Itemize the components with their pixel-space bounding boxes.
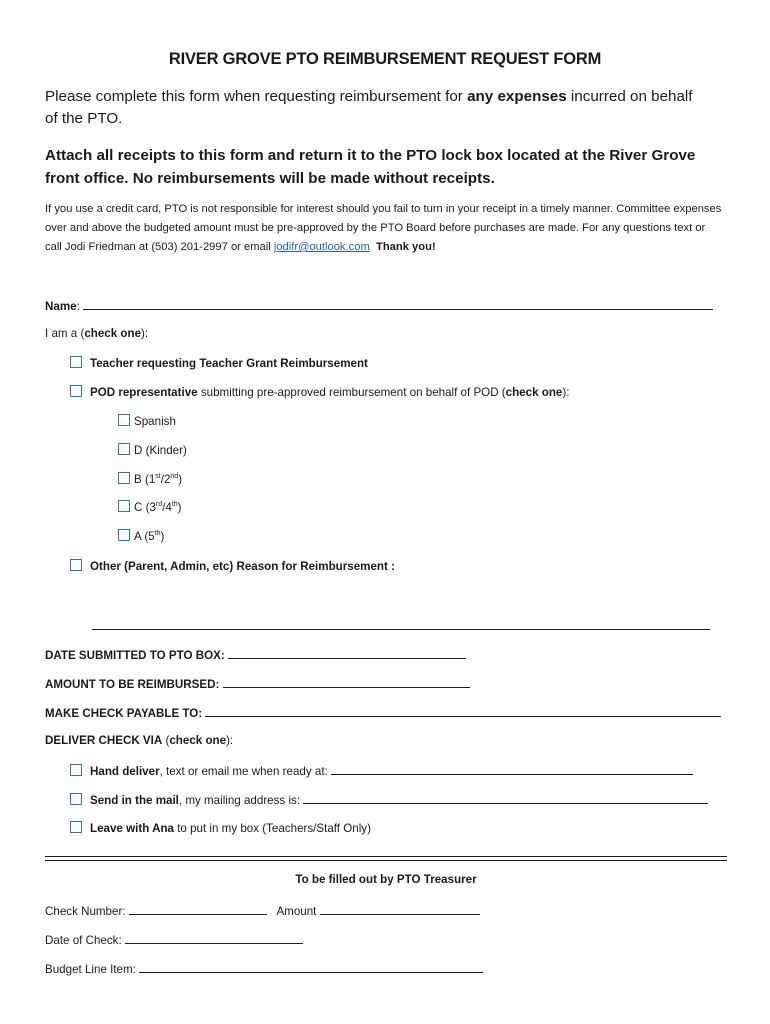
spanish-checkbox[interactable] [118,414,130,426]
pod-check-bold: check one [505,386,563,399]
pod-label-end: ): [562,386,570,399]
ana-bold: Leave with Ana [90,822,174,835]
i-am-prefix: I am a ( [45,327,85,340]
fine-print [45,200,725,257]
amount-label: AMOUNT TO BE REIMBURSED: [45,678,220,691]
ana-rest: to put in my box (Teachers/Staff Only) [173,822,371,835]
treasurer-amount-field[interactable] [320,903,480,915]
c-sup-2: th [171,501,178,509]
i-am-bold: check one [84,327,142,340]
pod-spanish [118,414,176,428]
c-label-mid: /4 [162,501,172,514]
other-checkbox[interactable] [70,559,82,571]
spanish-label: Spanish [134,415,176,428]
deliver-label: DELIVER CHECK VIA [45,734,163,747]
mail-address-field[interactable] [303,792,708,804]
treasurer-amount-label: Amount [276,905,317,918]
budget-line-row [45,961,483,976]
teacher-label: Teacher requesting Teacher Grant Reimbursement [90,357,368,370]
b-checkbox[interactable] [118,472,130,484]
reason-field[interactable] [92,618,710,630]
teacher-checkbox[interactable] [70,356,82,368]
date-of-check-field[interactable] [125,932,303,944]
b-sup-1: st [155,473,161,481]
date-of-check-row [45,932,303,947]
amount-row [45,676,470,691]
budget-line-field[interactable] [139,961,483,973]
option-other [70,559,395,573]
c-label-pre: C (3 [134,501,156,514]
deliver-row: DELIVER CHECK VIA (check one): [45,734,234,747]
pod-label-bold: POD representative [90,386,198,399]
intro-before: Please complete this form when requesting reimbursement for [45,88,468,105]
ana-checkbox[interactable] [70,821,82,833]
c-label-end: ) [177,501,182,514]
pod-checkbox[interactable] [70,385,82,397]
section-divider [45,856,727,861]
hand-deliver-bold: Hand deliver [90,765,160,778]
amount-field[interactable] [223,676,470,688]
mail-rest: , my mailing address is: [178,794,301,807]
check-number-label: Check Number: [45,905,126,918]
i-am-suffix: ): [141,327,149,340]
b-label-end: ) [178,473,183,486]
a-checkbox[interactable] [118,529,130,541]
date-submitted-row [45,647,466,662]
reason-row [92,618,710,633]
treasurer-heading: To be filled out by PTO Treasurer [295,873,477,886]
name-row: Name: [45,298,713,313]
option-pod [70,385,569,399]
hand-deliver-rest: , text or email me when ready at: [159,765,328,778]
b-label-mid: /2 [160,473,171,486]
a-label-pre: A (5 [134,530,155,543]
pod-label-rest: submitting pre-approved reimbursement on behalf of POD ( [197,386,506,399]
attach-notice: Attach all receipts to this form and return it to the PTO lock box located at the River Grove front office. No reimbursements will be made without receipts. [45,147,696,187]
form-title: RIVER GROVE PTO REIMBURSEMENT REQUEST FORM [168,50,602,68]
other-label: Other (Parent, Admin, etc) Reason for Reimbursement : [90,560,395,573]
intro-text [45,86,705,130]
d-label: D (Kinder) [134,444,187,457]
delivery-ana [70,821,371,835]
mail-checkbox[interactable] [70,793,82,805]
email-link[interactable]: jodifr@outlook.com [273,241,370,253]
date-submitted-field[interactable] [228,647,466,659]
hand-deliver-field[interactable] [331,763,693,775]
b-label-pre: B (1 [134,473,156,486]
name-label: Name [45,300,77,313]
payable-row [45,705,721,720]
payable-label: MAKE CHECK PAYABLE TO: [45,707,203,720]
a-sup: th [154,530,161,538]
hand-deliver-checkbox[interactable] [70,764,82,776]
check-number-field[interactable] [129,903,267,915]
intro-bold: any expenses [467,88,567,105]
check-number-row [45,903,480,918]
pod-c [118,500,182,514]
b-sup-2: nd [170,473,179,481]
payable-field[interactable] [205,705,721,717]
fine-print-text: If you use a credit card, PTO is not responsible for interest should you fail to turn in your receipt in a timely manner. Committee expenses over and above the budgeted amount must be pre-approved by the PTO Board before purchases are made. For any questions text or call Jodi Friedman at (503) 201-2997 or email [45,203,722,253]
pod-a [118,529,164,543]
deliver-check-bold: check one [169,734,227,747]
thank-you: Thank you! [376,241,436,253]
delivery-mail [70,792,708,807]
c-checkbox[interactable] [118,500,130,512]
pod-b [118,472,182,486]
date-of-check-label: Date of Check: [45,934,122,947]
option-teacher [70,356,368,370]
date-submitted-label: DATE SUBMITTED TO PTO BOX: [45,649,225,662]
budget-line-label: Budget Line Item: [45,963,136,976]
d-checkbox[interactable] [118,443,130,455]
c-sup-1: rd [155,501,163,509]
i-am-row [45,327,148,340]
name-field[interactable] [83,298,713,310]
delivery-hand [70,763,693,778]
pod-d [118,443,187,457]
mail-bold: Send in the mail [90,794,179,807]
intro-after: incurred on behalf of the PTO. [45,88,693,127]
a-label-end: ) [160,530,165,543]
